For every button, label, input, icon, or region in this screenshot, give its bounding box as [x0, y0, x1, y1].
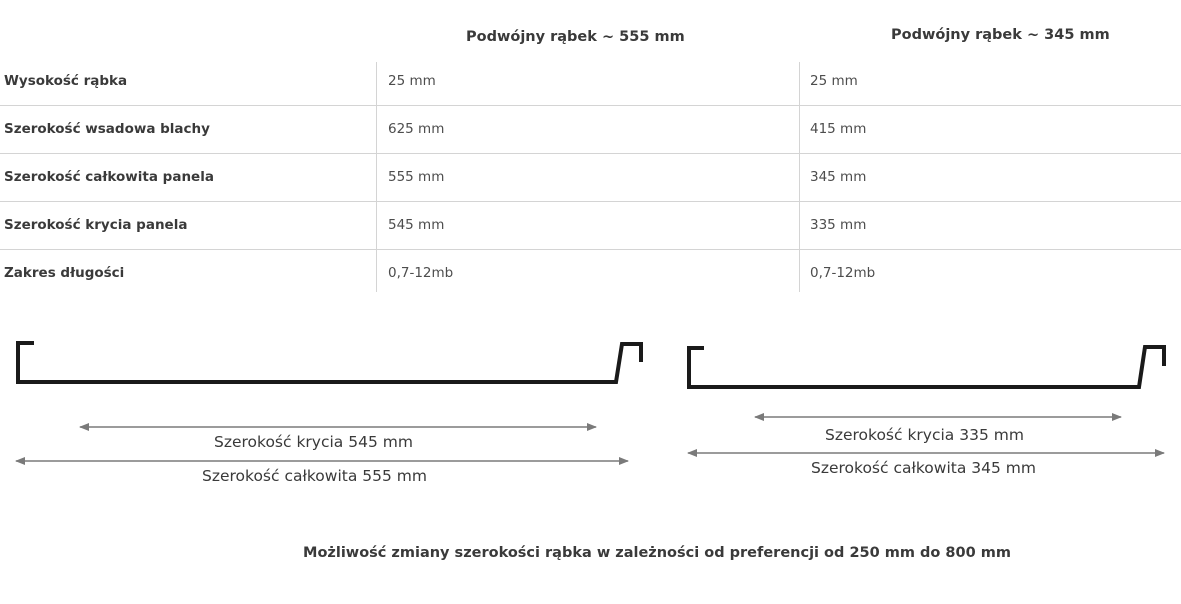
panel-profile-diagram-345 [670, 320, 1181, 500]
cell-value-345: 335 mm [810, 217, 867, 233]
column-divider [799, 62, 800, 292]
cell-value-345: 0,7-12mb [810, 265, 876, 281]
panel-profile-line [18, 343, 641, 382]
cell-value-555: 555 mm [388, 169, 445, 185]
row-label: Zakres długości [4, 265, 125, 281]
column-divider [376, 62, 377, 292]
spec-table [0, 58, 1181, 296]
table-row-sheet-input-width [0, 106, 1181, 154]
total-width-label: Szerokość całkowita 345 mm [811, 459, 1036, 477]
total-width-label: Szerokość całkowita 555 mm [202, 467, 427, 485]
footer-note: Możliwość zmiany szerokości rąbka w zależności od preferencji od 250 mm do 800 mm [303, 545, 1011, 561]
cell-value-345: 345 mm [810, 169, 867, 185]
panel-profile-line [689, 347, 1164, 387]
row-label: Wysokość rąbka [4, 73, 128, 89]
column-header-555: Podwójny rąbek ~ 555 mm [466, 29, 685, 45]
coverage-width-label: Szerokość krycia 335 mm [825, 426, 1024, 444]
cell-value-555: 0,7-12mb [388, 265, 454, 281]
table-row-length-range [0, 250, 1181, 296]
cell-value-345: 415 mm [810, 121, 867, 137]
cell-value-555: 625 mm [388, 121, 445, 137]
table-row-panel-total-width [0, 154, 1181, 202]
cell-value-555: 545 mm [388, 217, 445, 233]
panel-profile-diagram-555 [0, 320, 660, 500]
cell-value-555: 25 mm [388, 73, 436, 89]
row-label: Szerokość całkowita panela [4, 169, 214, 185]
cell-value-345: 25 mm [810, 73, 858, 89]
coverage-width-label: Szerokość krycia 545 mm [214, 433, 413, 451]
row-label: Szerokość wsadowa blachy [4, 121, 210, 137]
row-label: Szerokość krycia panela [4, 217, 188, 233]
table-row-seam-height [0, 58, 1181, 106]
column-header-345: Podwójny rąbek ~ 345 mm [891, 27, 1110, 43]
table-row-panel-coverage-width [0, 202, 1181, 250]
